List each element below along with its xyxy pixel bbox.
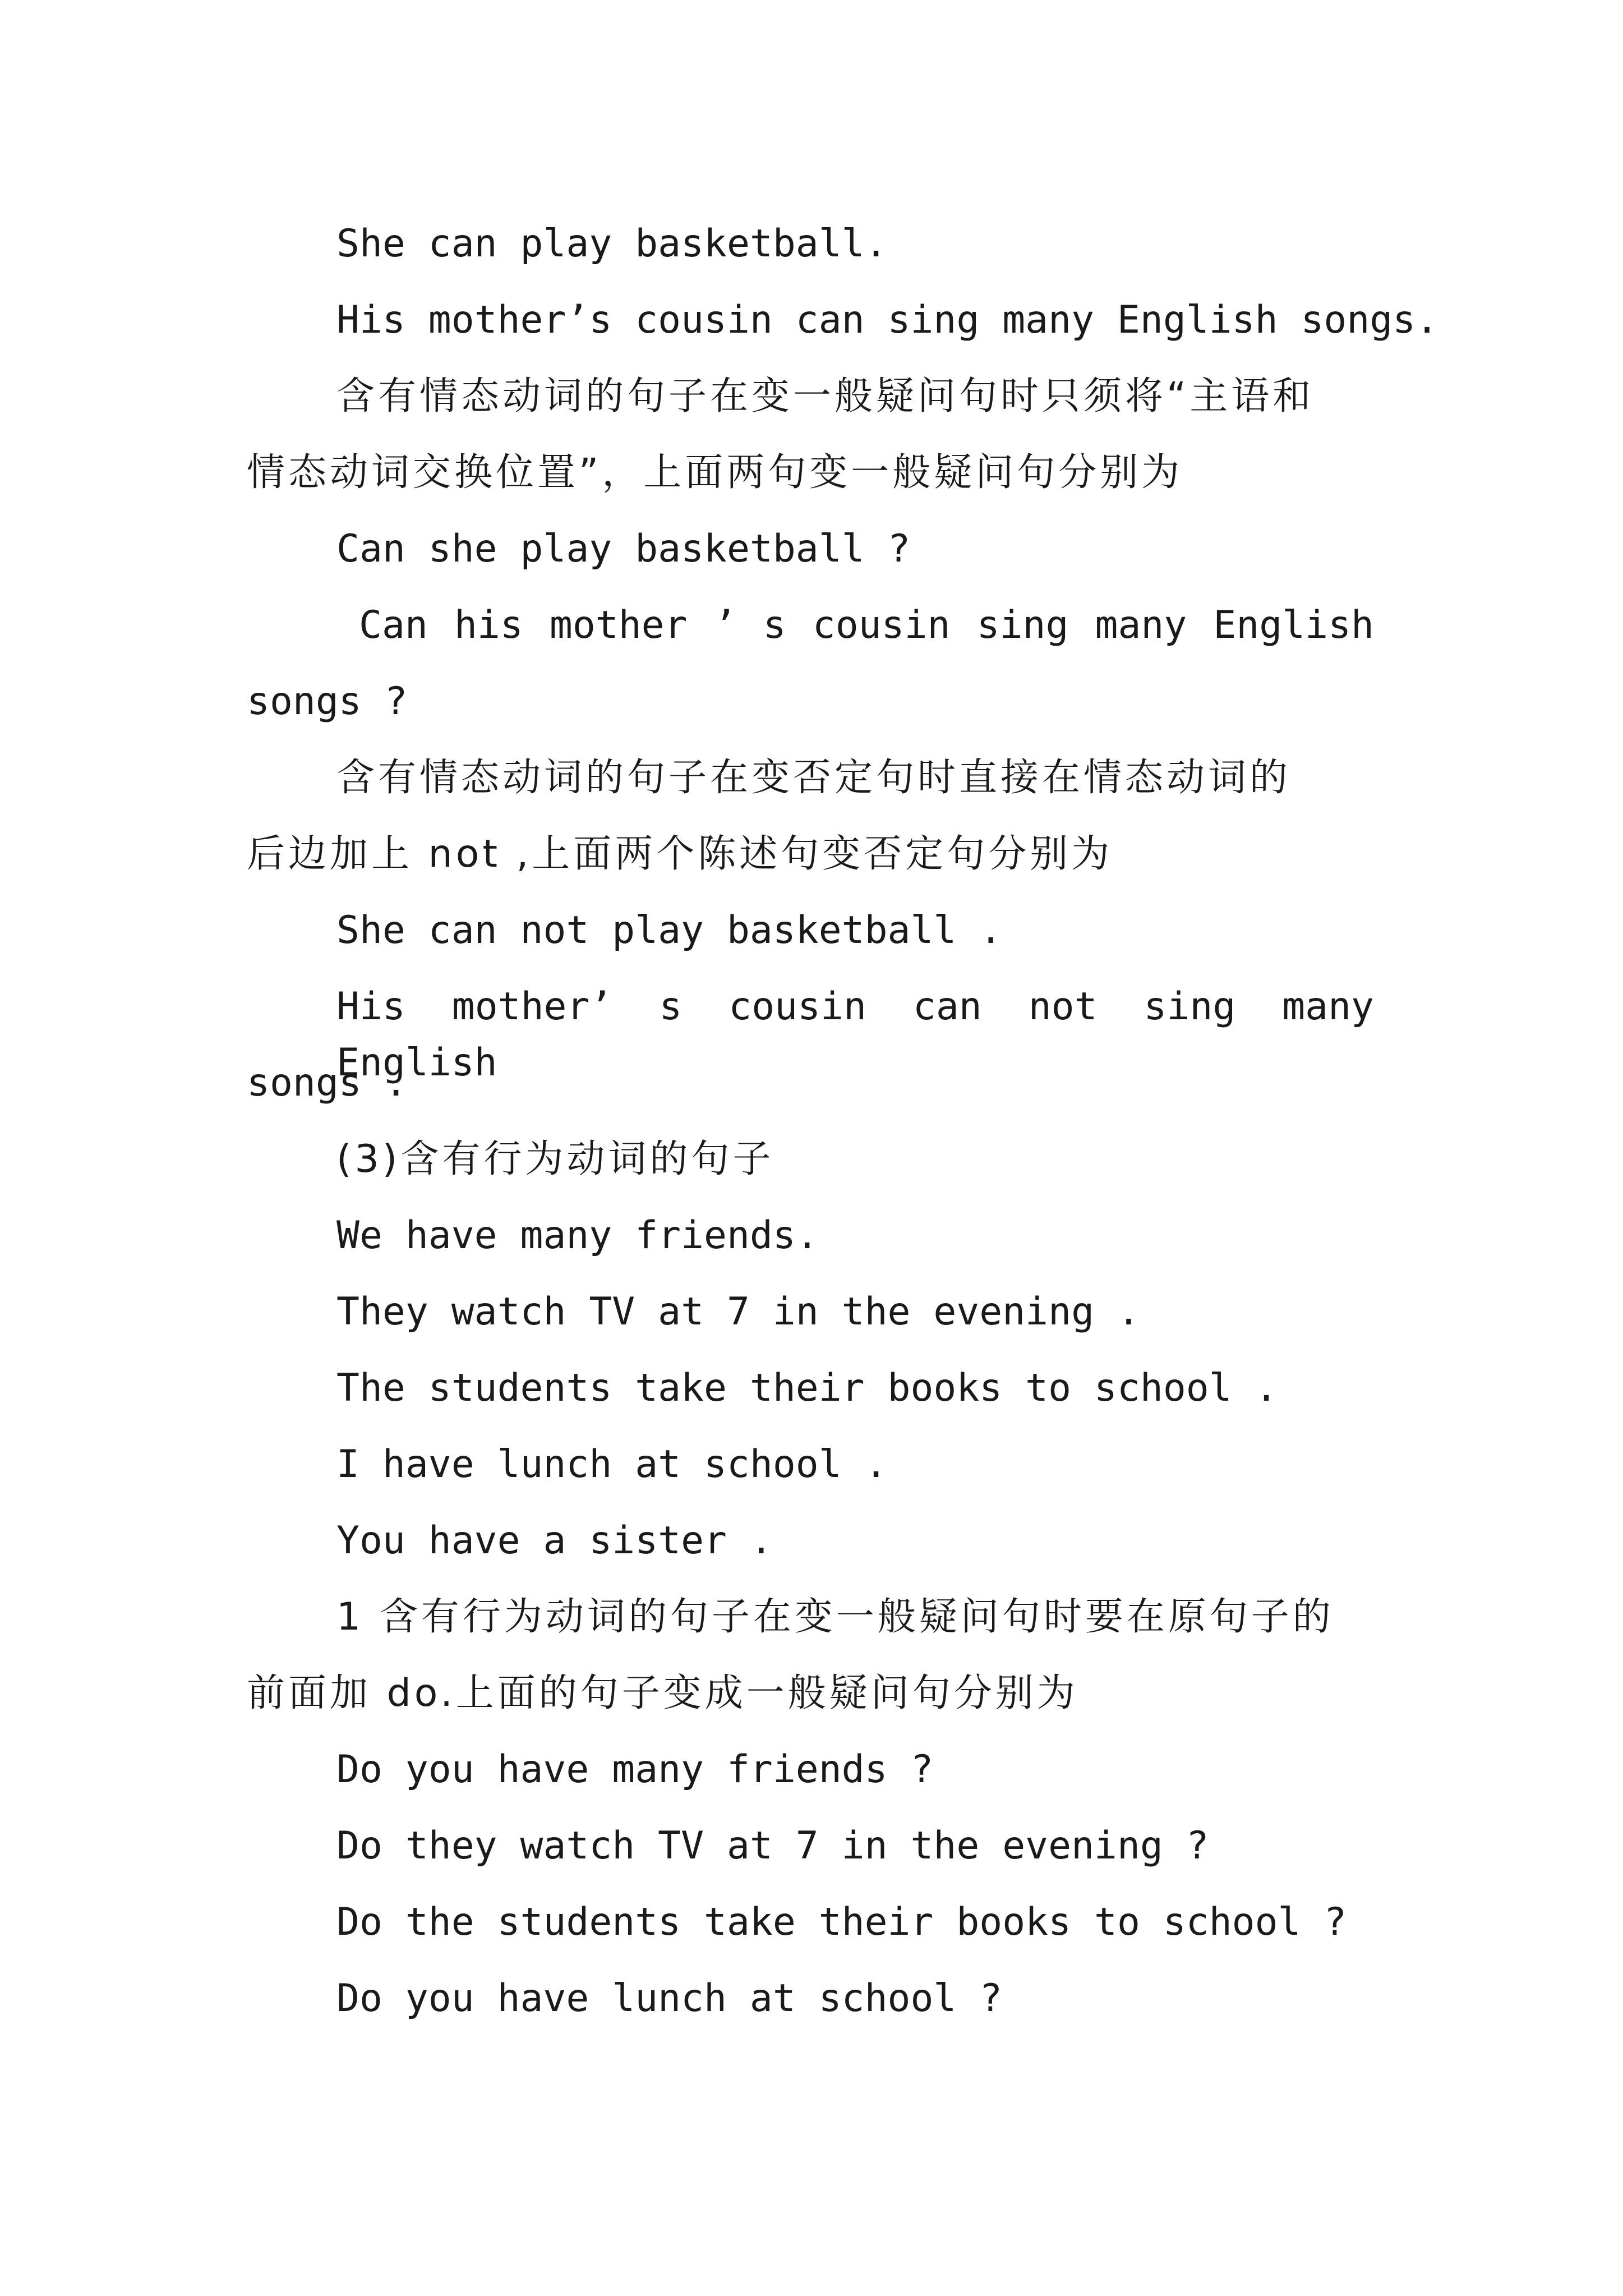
- text-line: We have many friends.: [336, 1213, 819, 1258]
- text-line: They watch TV at 7 in the evening .: [336, 1290, 1140, 1334]
- text-line: Do you have many friends ?: [336, 1747, 934, 1792]
- text-line: She can not play basketball .: [336, 908, 1003, 953]
- text-line: His mother’s cousin can sing many English songs.: [336, 298, 1439, 342]
- section-heading: (3)含有行为动词的句子: [336, 1137, 774, 1181]
- text-line: You have a sister .: [336, 1519, 773, 1563]
- text-line: 1 含有行为动词的句子在变一般疑问句时要在原句子的: [336, 1595, 1334, 1639]
- text-line: I have lunch at school .: [336, 1442, 888, 1487]
- text-line: songs ?: [247, 679, 408, 724]
- text-line: 前面加 do.上面的句子变成一般疑问句分别为: [247, 1671, 1078, 1715]
- text-line: 情态动词交换位置”，上面两句变一般疑问句分别为: [247, 450, 1183, 495]
- text-line: Can she play basketball ?: [336, 527, 911, 571]
- text-line: His mother’ s cousin can not sing many English: [336, 984, 1374, 1085]
- text-line: songs .: [247, 1061, 408, 1105]
- text-line: Can his mother ’ s cousin sing many English: [359, 603, 1374, 647]
- text-line: 含有情态动词的句子在变否定句时直接在情态动词的: [336, 756, 1292, 800]
- text-line: Do they watch TV at 7 in the evening ?: [336, 1824, 1209, 1868]
- text-line: Do you have lunch at school ?: [336, 1976, 1003, 2021]
- text-line: Do the students take their books to school ?: [336, 1900, 1347, 1944]
- text-line: 含有情态动词的句子在变一般疑问句时只须将“主语和: [336, 374, 1315, 418]
- text-line: She can play basketball.: [336, 222, 888, 266]
- text-line: 后边加上 not ,上面两个陈述句变否定句分别为: [247, 832, 1113, 876]
- text-line: The students take their books to school .: [336, 1366, 1278, 1410]
